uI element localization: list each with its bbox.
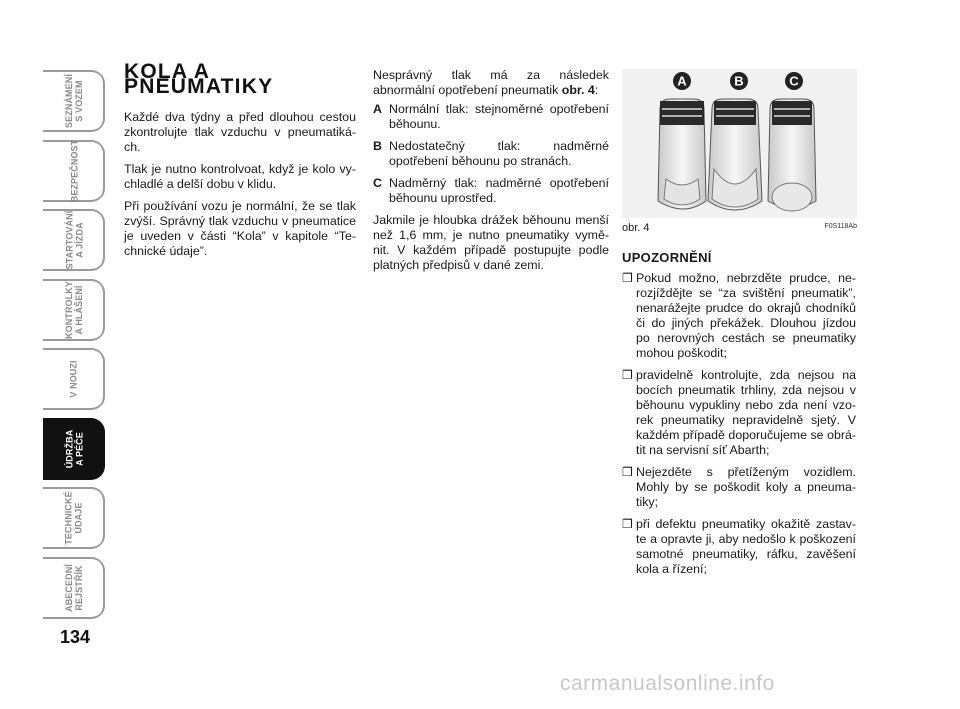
bullet-text: při defektu pneumatiky okažitě zastav- te a opravte ji, aby nedošlo k poškození samotné pneumatiky, ráfku, zavěšení kola a řízení; [636, 517, 856, 576]
item-key: C [373, 176, 382, 190]
tire-illustration [622, 69, 857, 218]
paragraph: Jakmile je hloubka drážek běhounu menší než 1,6 mm, je nutno pneumatiky vymě- nit. V každém případě postupujte podle platných předpisů v dané zemi. [373, 213, 609, 272]
warning-section [622, 250, 856, 584]
list-item [622, 517, 856, 577]
paragraph: Tlak je nutno kontrolvoat, když je kolo vy- chladlé a delší dobu v klidu. [124, 162, 356, 191]
tab-label: V NOUZI [68, 360, 79, 398]
intro-paragraph [373, 68, 609, 98]
intro-text: Nesprávný tlak má za následek abnormální opotřebení pneumatik [373, 68, 609, 97]
checkbox-bullet-icon: ❒ [622, 517, 633, 531]
bullet-text: Nejezděte s přetíženým vozidlem. Mohly by se poškodit koly a pneuma- tiky; [636, 465, 856, 509]
column-1 [124, 60, 356, 266]
page-number: 134 [60, 627, 91, 647]
figure-reference: obr. 4 [561, 83, 595, 97]
list-item [622, 465, 856, 510]
tab-bezpecnost[interactable] [43, 140, 105, 202]
column-2 [373, 68, 609, 280]
label-b: B [734, 73, 744, 89]
item-text: Normální tlak: stejnoměrné opotřebení běhounu. [389, 102, 609, 131]
list-item [373, 102, 609, 132]
label-c: C [789, 73, 799, 89]
item-text: Nadměrný tlak: nadměrné opotřebení běhounu uprostřed. [389, 176, 609, 205]
item-key: B [373, 139, 382, 153]
figure-caption: obr. 4 [622, 222, 650, 234]
page-title: KOLA A PNEUMATIKY [124, 60, 274, 98]
tab-label: ÚDRŽBA A PÉČE [63, 429, 84, 469]
paragraph: Při používání vozu je normální, že se tlak zvýší. Správný tlak vzduchu v pneumatice je uveden v části “Kola” v kapitole “Te- chnické údaje”. [124, 199, 356, 258]
tab-seznameni[interactable] [43, 70, 105, 132]
list-item [622, 271, 856, 361]
tab-label: ABECEDNÍ REJSTŘÍK [64, 564, 84, 612]
checkbox-bullet-icon: ❒ [622, 465, 633, 479]
figure-code: F0S118Ab [824, 223, 857, 230]
paragraph: Každé dva týdny a před dlouhou cestou zkontrolujte tlak vzduchu v pneumatiká- ch. [124, 110, 356, 154]
tire-a-graphic [658, 99, 706, 209]
checkbox-bullet-icon: ❒ [622, 271, 633, 285]
tab-abecedni-rejstrik[interactable] [43, 557, 105, 619]
tab-technicke-udaje[interactable] [43, 487, 105, 549]
item-key: A [373, 102, 382, 116]
checkbox-bullet-icon: ❒ [622, 368, 633, 382]
item-text: Nedostatečný tlak: nadměrné opotřebení běhounu po stranách. [389, 139, 609, 168]
tab-label: KONTROLKY A HLÁŠENÍ [64, 281, 84, 339]
tab-kontrolky[interactable] [43, 279, 105, 341]
tab-v-nouzi[interactable] [43, 348, 105, 410]
list-item [373, 176, 609, 206]
tire-wear-figure [622, 69, 857, 218]
figure-caption-row [622, 222, 857, 234]
list-item [373, 139, 609, 169]
tab-label: SEZNÁMENÍ S VOZEM [64, 74, 84, 128]
bullet-text: pravidelně kontrolujte, zda nejsou na bocích pneumatik trhliny, zda nejsou v běhounu vypukliny nebo zda není vzo- rek pneumatiky nepravidelně sjetý. V každém případě doporučujeme se obrá- tit na servisní síť Abarth; [636, 368, 856, 457]
tab-label: TECHNICKÉ ÚDAJE [64, 491, 84, 545]
bullet-text: Pokud možno, nebrzděte prudce, ne- rozjíždějte se “za svištění pneumatik”, nenarážejte prudce do okrajů chodníků či do jiných překážek. Dlouhou jízdou po nerovných cestách se pneumatiky mohou poškodit; [636, 271, 856, 360]
tab-label: STARTOVÁNÍ A JÍZDA [63, 210, 84, 270]
intro-end: : [594, 83, 599, 97]
tab-label: BEZPEČNOST [69, 139, 80, 203]
watermark: carmanualsonline.info [560, 672, 775, 695]
tire-c-graphic [768, 99, 816, 211]
list-item [622, 368, 856, 458]
tab-startovani[interactable] [43, 209, 105, 271]
warning-title: UPOZORNĚNÍ [622, 250, 712, 265]
tire-b-graphic [708, 99, 762, 210]
tab-udrzba[interactable] [43, 418, 105, 480]
label-a: A [677, 73, 687, 89]
